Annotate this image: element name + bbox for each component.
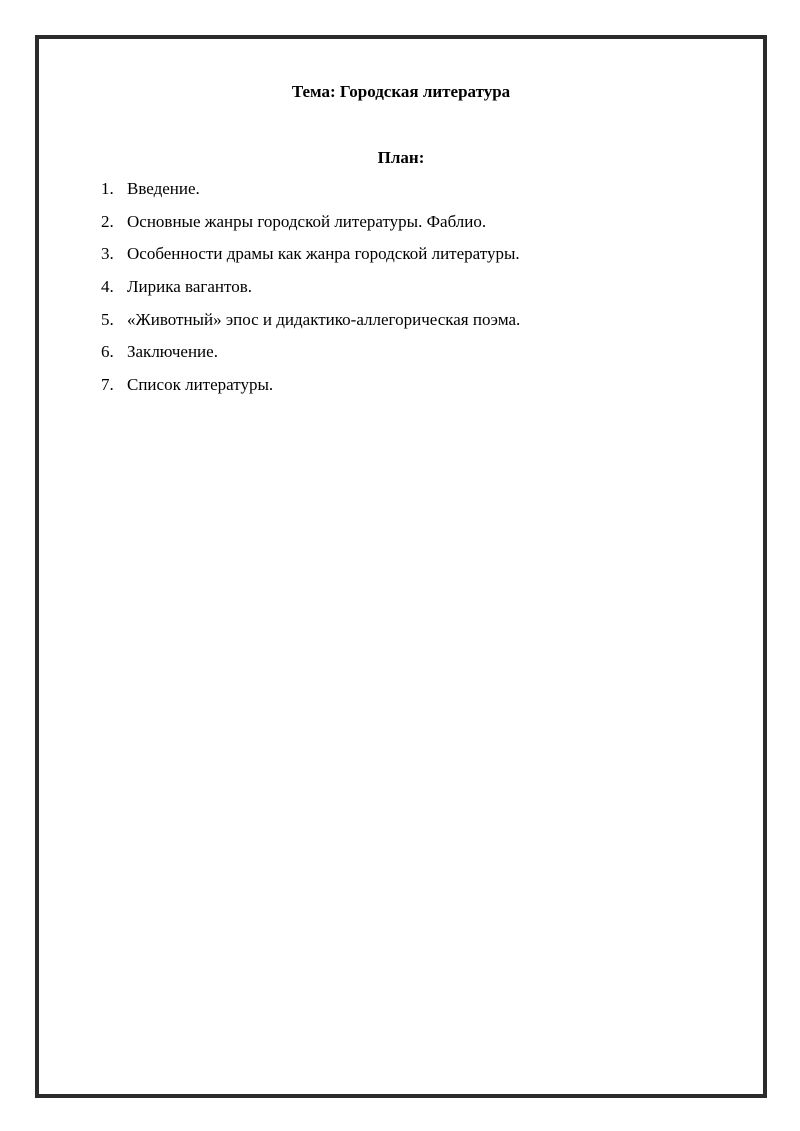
plan-item-number: 6.: [101, 342, 114, 362]
plan-list: [101, 179, 520, 408]
document-title: Тема: Городская литература: [291, 82, 511, 101]
plan-item-1: [101, 179, 520, 212]
plan-item-text: Заключение.: [127, 342, 218, 362]
plan-item-number: 7.: [101, 375, 114, 395]
plan-item-number: 1.: [101, 179, 114, 198]
plan-item-text: Список литературы.: [127, 375, 274, 395]
plan-item-4: [101, 277, 520, 310]
page-border-frame: [35, 35, 767, 1098]
plan-item-6: [101, 342, 520, 375]
plan-item-3: [101, 244, 520, 277]
plan-item-2: [101, 212, 520, 245]
plan-item-text: Основные жанры городской литературы. Фаблио.: [127, 211, 487, 231]
plan-item-text: Особенности драмы как жанра городской литературы.: [127, 244, 520, 264]
plan-item-number: 4.: [101, 277, 114, 297]
plan-item-5: [101, 310, 520, 343]
plan-item-number: 3.: [101, 244, 114, 264]
plan-item-text: Введение.: [127, 179, 200, 198]
plan-item-text: Лирика вагантов.: [127, 277, 252, 297]
plan-heading: План:: [377, 148, 425, 167]
plan-item-number: 5.: [101, 309, 114, 329]
plan-item-number: 2.: [101, 211, 114, 231]
plan-item-7: [101, 375, 520, 408]
plan-item-text: «Животный» эпос и дидактико-аллегорическая поэма.: [127, 309, 521, 329]
